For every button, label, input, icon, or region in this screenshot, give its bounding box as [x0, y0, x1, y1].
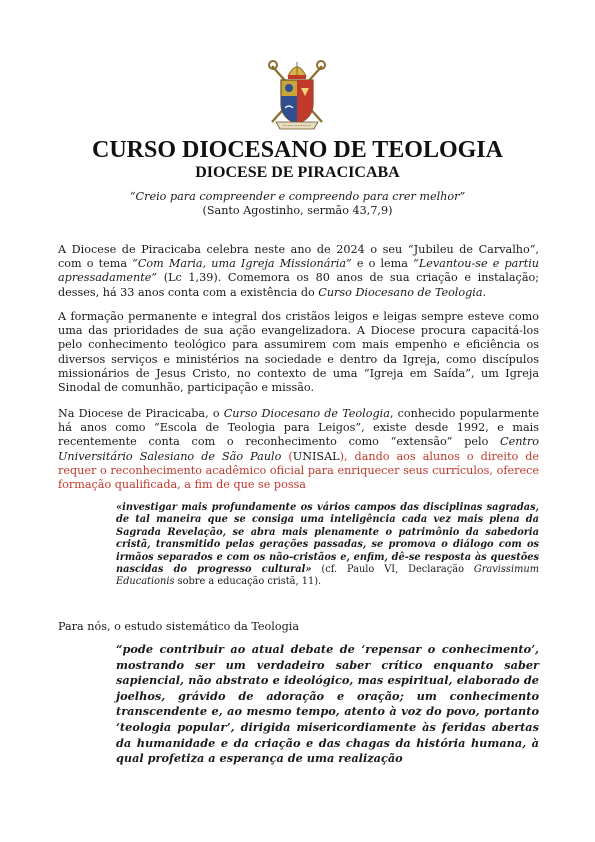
blockquote-gravissimum: «investigar mais profundamente os vários campos das disciplinas sagradas, de tal maneira que se consiga uma inteligência cada vez mais plena da Sagrada Revelação, se abra mais plenamente o patrimônio da sabedoria cristã, transmitido pelas gerações passadas, se promova o diálogo com os irmãos separados e com os não-cristãos e, enfim, dê-se resposta às questões nascidas do progresso cultural» (cf. Paulo VI, Declaração Gravissimum Educationis sobre a educação cristã, 11). [116, 502, 539, 588]
blockquote-theology: “pode contribuir ao atual debate de ‘repensar o conhecimento’, mostrando ser um verdadeiro saber crítico enquanto saber sapiencial, não abstrato e ideológico, mas espiritual, elaborado de joelhos, grávido de adoração e oração; um conhecimento transcendente e, ao mesmo tempo, atento à voz do povo, portanto ‘teologia popular’, dirigida misericordiamente às feridas abertas da humanidade e da criação e das chagas da história humana, à qual profetiza a esperança de uma realização [116, 642, 539, 766]
epigraph-source: (Santo Agostinho, sermão 43,7,9) [202, 204, 393, 217]
paragraph-course-history: Na Diocese de Piracicaba, o Curso Diocesano de Teologia, conhecido popularmente há anos como “Escola de Teologia para Leigos”, existe desde 1992, e mais recentemente conta com o reconhecimento como “extensão” pelo Centro Universitário Salesiano de São Paulo (UNISAL), dando aos alunos o direito de requer o reconhecimento acadêmico oficial para enriquecer seus currículos, oferece formação qualificada, a fim de que se possa [58, 407, 540, 492]
epigraph: “Creio para compreender e compreendo para crer melhor” [129, 190, 466, 203]
course-title: CURSO DIOCESANO DE TEOLOGIA [92, 137, 503, 163]
diocese-subtitle: DIOCESE DE PIRACICABA [195, 164, 400, 181]
paragraph-formation: A formação permanente e integral dos cristãos leigos e leigas sempre esteve como uma das prioridades de sua ação evangelizadora. A Diocese procura capacitá-los pelo conhecimento teológico para assumirem com mais empenho e eficiência os diversos serviços e ministérios na sociedade e dentro da Igreja, como discípulos missionários de Jesus Cristo, no contexto de uma “Igreja em Saída”, um Igreja Sinodal de comunhão, participação e missão. [58, 310, 539, 395]
paragraph-for-us: Para nós, o estudo sistemático da Teologia [58, 620, 300, 633]
paragraph-jubilee: A Diocese de Piracicaba celebra neste ano de 2024 o seu “Jubileu de Carvalho”, com o tema “Com Maria, uma Igreja Missionária” e o lema “Levantou-se e partiu apressadamente” (Lc 1,39). Comemora os 80 anos de sua criação e instalação; desses, há 33 anos conta com a existência do Curso Diocesano de Teologia. [58, 243, 539, 299]
diocese-coat-of-arms-icon [264, 56, 330, 134]
